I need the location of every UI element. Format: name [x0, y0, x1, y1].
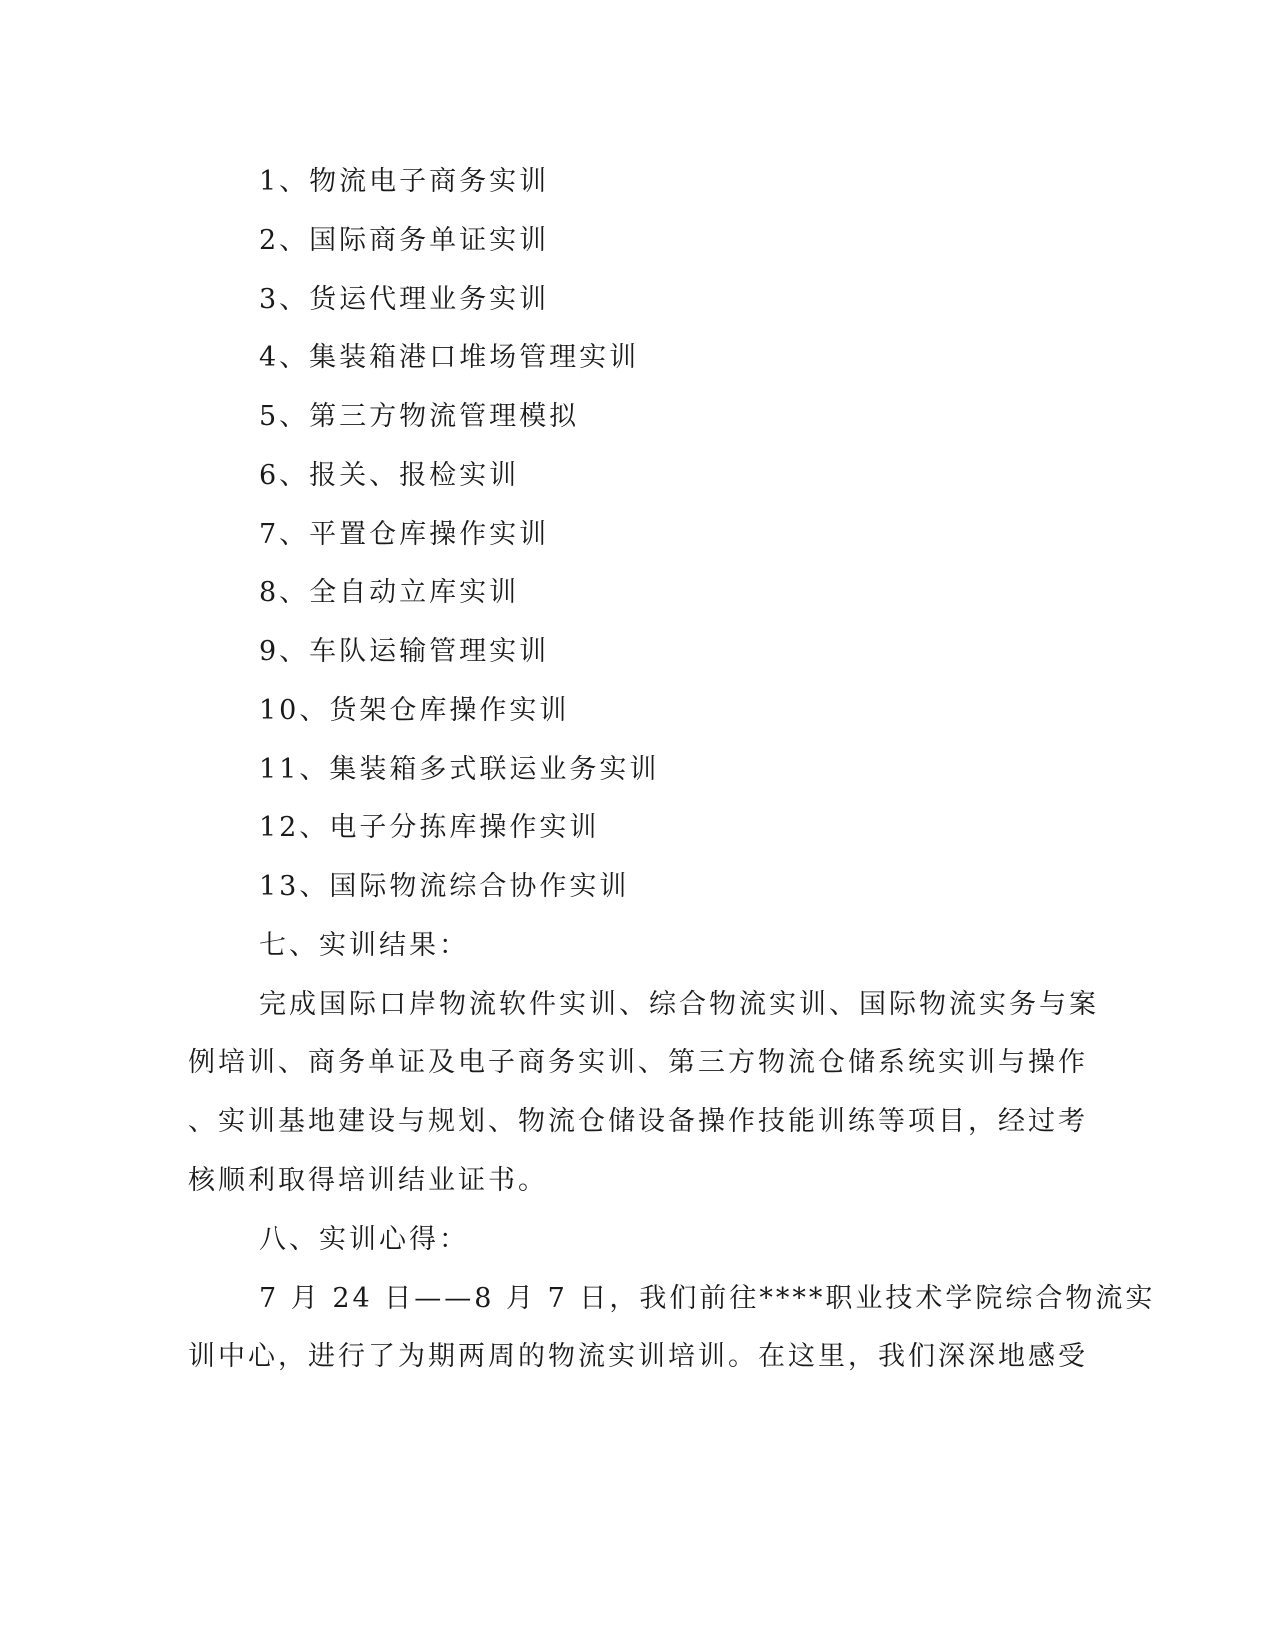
list-item: 6、报关、报检实训: [259, 460, 520, 491]
paragraph-line: 训中心，进行了为期两周的物流实训培训。在这里，我们深深地感受: [188, 1341, 1088, 1372]
list-item: 7、平置仓库操作实训: [259, 519, 550, 550]
list-item: 5、第三方物流管理模拟: [259, 401, 580, 432]
list-item: 1、物流电子商务实训: [259, 166, 550, 197]
list-item: 3、货运代理业务实训: [259, 284, 550, 315]
list-item: 8、全自动立库实训: [259, 577, 520, 608]
paragraph-line: 完成国际口岸物流软件实训、综合物流实训、国际物流实务与案: [259, 989, 1099, 1020]
paragraph-line: 、实训基地建设与规划、物流仓储设备操作技能训练等项目，经过考: [188, 1106, 1088, 1137]
section-heading-reflection: 八、实训心得：: [259, 1224, 469, 1255]
section-heading-results: 七、实训结果：: [259, 930, 469, 961]
list-item: 12、电子分拣库操作实训: [259, 812, 600, 843]
list-item: 10、货架仓库操作实训: [259, 695, 570, 726]
paragraph-line: 核顺利取得培训结业证书。: [188, 1165, 548, 1196]
paragraph-line: 例培训、商务单证及电子商务实训、第三方物流仓储系统实训与操作: [188, 1047, 1088, 1078]
paragraph-line: 7 月 24 日——8 月 7 日，我们前往****职业技术学院综合物流实: [259, 1283, 1156, 1314]
list-item: 11、集装箱多式联运业务实训: [259, 754, 660, 785]
list-item: 4、集装箱港口堆场管理实训: [259, 342, 640, 373]
list-item: 2、国际商务单证实训: [259, 225, 550, 256]
list-item: 9、车队运输管理实训: [259, 636, 550, 667]
list-item: 13、国际物流综合协作实训: [259, 871, 630, 902]
